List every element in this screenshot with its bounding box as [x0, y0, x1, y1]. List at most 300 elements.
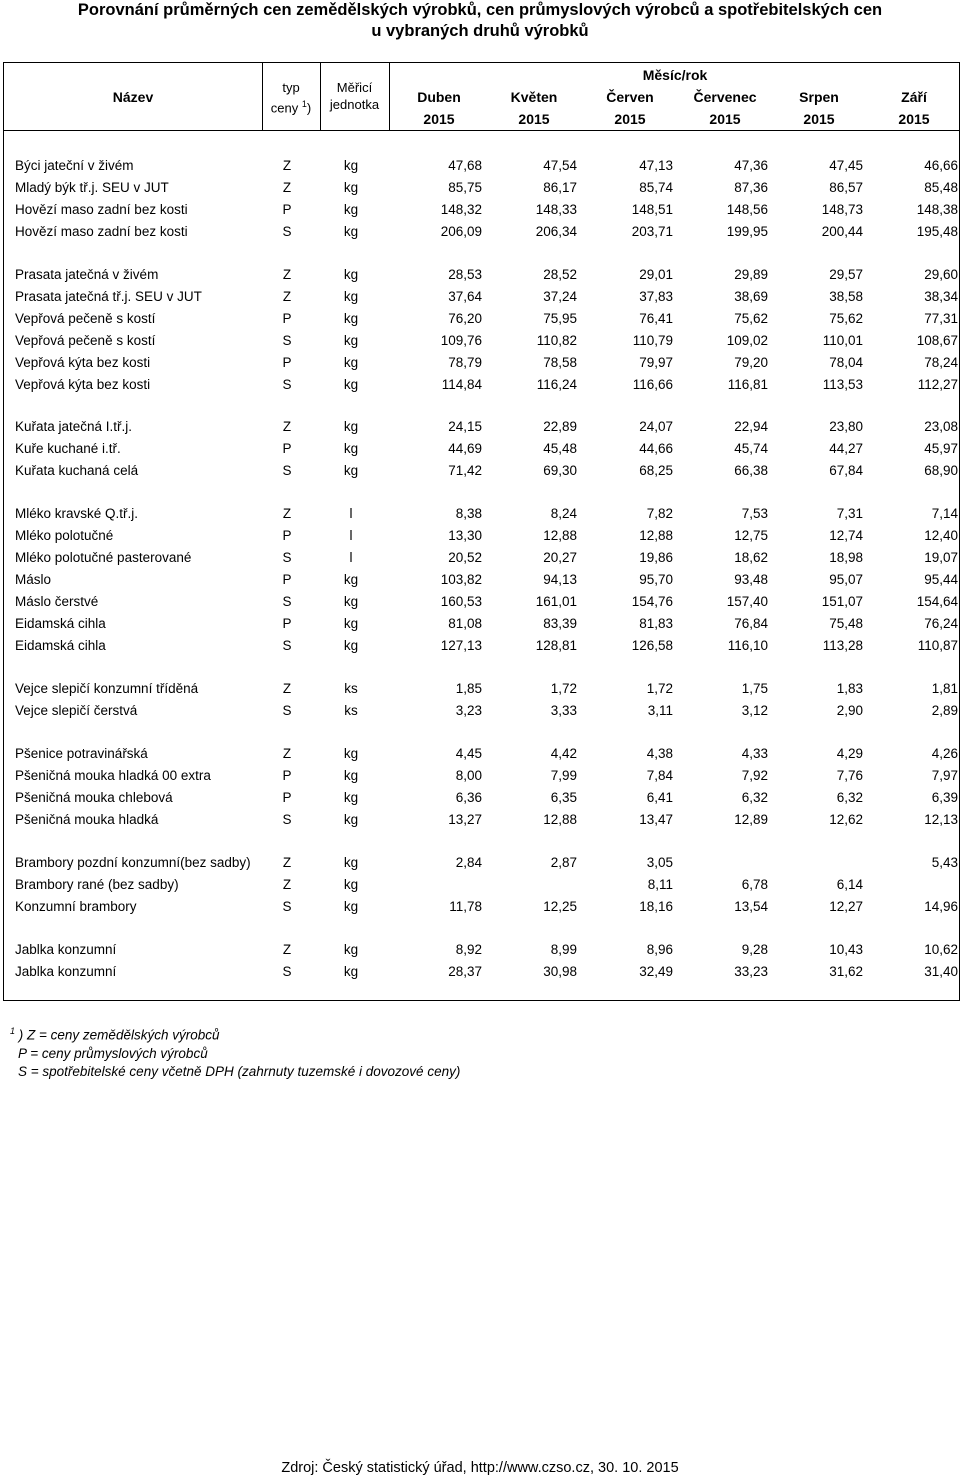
- row-value: 76,41: [639, 311, 673, 326]
- row-name: Býci jateční v živém: [15, 158, 134, 173]
- row-value: 78,58: [543, 355, 577, 370]
- header-month: Červen: [606, 89, 654, 105]
- row-value: 14,96: [924, 899, 958, 914]
- row-price-type: S: [282, 550, 292, 565]
- row-value: 13,47: [639, 812, 673, 827]
- row-value: 28,37: [448, 964, 482, 979]
- row-price-type: S: [282, 899, 292, 914]
- row-value: 37,64: [448, 289, 482, 304]
- row-value: 95,07: [829, 572, 863, 587]
- row-value: 8,96: [646, 942, 673, 957]
- header-name: Název: [112, 89, 154, 105]
- row-unit: kg: [343, 638, 359, 653]
- row-value: 76,20: [448, 311, 482, 326]
- row-name: Eidamská cihla: [15, 638, 106, 653]
- title-line-2: u vybraných druhů výrobků: [371, 22, 589, 40]
- row-value: 95,70: [639, 572, 673, 587]
- row-value: 7,31: [836, 506, 863, 521]
- row-price-type: P: [282, 616, 292, 631]
- table-row: [4, 155, 960, 176]
- row-value: 3,12: [741, 703, 768, 718]
- row-value: 2,89: [931, 703, 958, 718]
- row-unit: kg: [343, 355, 359, 370]
- table-row: [4, 330, 960, 351]
- row-unit: kg: [343, 942, 359, 957]
- header-typ-line2: ceny $^1$): [270, 99, 312, 116]
- row-unit: kg: [343, 855, 359, 870]
- row-value: 200,44: [821, 224, 863, 239]
- row-value: 46,66: [924, 158, 958, 173]
- row-value: 44,69: [448, 441, 482, 456]
- table-row: [4, 635, 960, 656]
- table-row: [4, 308, 960, 329]
- row-value: 29,89: [734, 267, 768, 282]
- row-value: 4,26: [931, 746, 958, 761]
- table-row: [4, 503, 960, 524]
- row-value: 195,48: [916, 224, 958, 239]
- row-value: 10,62: [924, 942, 958, 957]
- row-price-type: S: [282, 463, 292, 478]
- row-price-type: Z: [282, 877, 292, 892]
- row-value: 31,40: [924, 964, 958, 979]
- row-value: 148,32: [440, 202, 482, 217]
- row-value: 76,84: [734, 616, 768, 631]
- header-month-group: Měsíc/rok: [642, 67, 708, 83]
- header-bottom-border: [4, 130, 959, 131]
- row-value: 44,66: [639, 441, 673, 456]
- row-value: 18,16: [639, 899, 673, 914]
- row-value: 12,89: [734, 812, 768, 827]
- row-value: 154,64: [916, 594, 958, 609]
- row-price-type: Z: [282, 180, 292, 195]
- row-value: 8,99: [550, 942, 577, 957]
- row-value: 18,98: [829, 550, 863, 565]
- row-name: Mléko polotučné pasterované: [15, 550, 192, 565]
- row-value: 6,32: [741, 790, 768, 805]
- row-value: 45,48: [543, 441, 577, 456]
- row-unit: l: [349, 528, 353, 543]
- row-value: 3,05: [646, 855, 673, 870]
- row-value: 7,76: [836, 768, 863, 783]
- row-value: 75,48: [829, 616, 863, 631]
- row-value: 6,41: [646, 790, 673, 805]
- row-value: 75,95: [543, 311, 577, 326]
- row-unit: kg: [343, 594, 359, 609]
- header-year: 2015: [898, 111, 930, 127]
- source-note: Zdroj: Český statistický úřad, http://www.czso.cz, 30. 10. 2015: [281, 1460, 679, 1476]
- row-price-type: S: [282, 964, 292, 979]
- row-price-type: S: [282, 703, 292, 718]
- row-value: 38,69: [734, 289, 768, 304]
- row-value: 8,38: [455, 506, 482, 521]
- row-value: 154,76: [631, 594, 673, 609]
- row-value: 148,51: [631, 202, 673, 217]
- row-name: Vepřová kýta bez kosti: [15, 377, 151, 392]
- row-price-type: S: [282, 638, 292, 653]
- row-unit: kg: [343, 572, 359, 587]
- row-value: 13,54: [734, 899, 768, 914]
- row-name: Kuře kuchané i.tř.: [15, 441, 121, 456]
- row-unit: kg: [343, 441, 359, 456]
- header-unit-line1: Měřicí: [336, 80, 373, 95]
- table-row: [4, 438, 960, 459]
- row-value: 75,62: [734, 311, 768, 326]
- row-value: 12,88: [543, 812, 577, 827]
- row-value: 22,94: [734, 419, 768, 434]
- row-name: Máslo čerstvé: [15, 594, 99, 609]
- row-value: 160,53: [440, 594, 482, 609]
- row-value: 4,42: [550, 746, 577, 761]
- header-year: 2015: [518, 111, 550, 127]
- row-value: 8,24: [550, 506, 577, 521]
- row-value: 12,75: [734, 528, 768, 543]
- row-value: 2,90: [836, 703, 863, 718]
- row-value: 110,87: [917, 638, 958, 653]
- row-value: 6,14: [836, 877, 863, 892]
- header-typ-line1: typ: [282, 80, 300, 95]
- header-month: Květen: [510, 89, 558, 105]
- row-value: 12,27: [829, 899, 863, 914]
- row-value: 116,66: [632, 377, 673, 392]
- row-value: 12,74: [829, 528, 863, 543]
- row-value: 24,07: [639, 419, 673, 434]
- header-unit: [320, 79, 389, 113]
- row-value: 68,90: [924, 463, 958, 478]
- row-unit: kg: [343, 790, 359, 805]
- row-value: 45,97: [924, 441, 958, 456]
- row-name: Pšeničná mouka hladká: [15, 812, 159, 827]
- row-name: Pšenice potravinářská: [15, 746, 148, 761]
- row-name: Prasata jatečná v živém: [15, 267, 159, 282]
- header-year: 2015: [423, 111, 455, 127]
- row-value: 1,72: [646, 681, 673, 696]
- row-price-type: S: [282, 377, 292, 392]
- row-value: 78,79: [448, 355, 482, 370]
- table-row: [4, 177, 960, 198]
- row-price-type: Z: [282, 158, 292, 173]
- row-value: 68,25: [639, 463, 673, 478]
- row-value: 148,33: [535, 202, 577, 217]
- row-value: 2,87: [550, 855, 577, 870]
- row-value: 47,36: [734, 158, 768, 173]
- row-unit: kg: [343, 333, 359, 348]
- row-name: Vepřová pečeně s kostí: [15, 333, 156, 348]
- row-price-type: S: [282, 224, 292, 239]
- row-price-type: S: [282, 333, 292, 348]
- footnote-line-3: S = spotřebitelské ceny včetně DPH (zahrnuty tuzemské i dovozové ceny): [18, 1063, 461, 1079]
- table-row: [4, 525, 960, 546]
- row-value: 79,97: [639, 355, 673, 370]
- row-unit: kg: [343, 289, 359, 304]
- row-value: 87,36: [734, 180, 768, 195]
- footnote-sup: 1: [10, 1026, 16, 1036]
- row-unit: ks: [344, 703, 358, 718]
- row-value: 3,33: [550, 703, 577, 718]
- row-value: 7,97: [931, 768, 958, 783]
- row-value: 29,60: [924, 267, 958, 282]
- table-row: [4, 460, 960, 481]
- table-row: [4, 569, 960, 590]
- row-value: 95,44: [924, 572, 958, 587]
- row-value: 12,13: [924, 812, 958, 827]
- row-name: Brambory rané (bez sadby): [15, 877, 179, 892]
- row-value: 86,57: [829, 180, 863, 195]
- footnote-line-2: P = ceny průmyslových výrobců: [18, 1045, 208, 1061]
- row-unit: kg: [343, 180, 359, 195]
- row-value: 12,88: [639, 528, 673, 543]
- row-name: Vepřová pečeně s kostí: [15, 311, 156, 326]
- row-value: 94,13: [543, 572, 577, 587]
- row-value: 13,27: [448, 812, 482, 827]
- row-value: 7,14: [931, 506, 958, 521]
- row-value: 23,08: [924, 419, 958, 434]
- table-row: [4, 591, 960, 612]
- table-row: [4, 961, 960, 982]
- row-value: 76,24: [924, 616, 958, 631]
- row-value: 1,72: [550, 681, 577, 696]
- row-value: 6,35: [550, 790, 577, 805]
- row-value: 20,52: [448, 550, 482, 565]
- table-row: [4, 286, 960, 307]
- row-unit: l: [349, 506, 353, 521]
- header-month: Září: [901, 89, 927, 105]
- row-name: Brambory pozdní konzumní(bez sadby): [15, 855, 251, 870]
- row-name: Vejce slepičí čerstvá: [15, 703, 138, 718]
- row-value: 127,13: [440, 638, 482, 653]
- row-value: 69,30: [543, 463, 577, 478]
- row-value: 24,15: [448, 419, 482, 434]
- row-name: Máslo: [15, 572, 52, 587]
- row-value: 148,56: [726, 202, 768, 217]
- table-row: [4, 352, 960, 373]
- row-name: Hovězí maso zadní bez kosti: [15, 202, 188, 217]
- row-value: 10,43: [829, 942, 863, 957]
- row-value: 151,07: [821, 594, 863, 609]
- header-year: 2015: [803, 111, 835, 127]
- row-value: 85,48: [924, 180, 958, 195]
- row-value: 116,24: [536, 377, 577, 392]
- row-value: 148,73: [821, 202, 863, 217]
- row-price-type: P: [282, 355, 292, 370]
- table-row: [4, 743, 960, 764]
- row-value: 85,74: [639, 180, 673, 195]
- row-value: 113,53: [822, 377, 863, 392]
- row-price-type: P: [282, 202, 292, 217]
- row-value: 29,01: [639, 267, 673, 282]
- row-unit: kg: [343, 768, 359, 783]
- row-name: Pšeničná mouka chlebová: [15, 790, 173, 805]
- row-value: 114,84: [441, 377, 482, 392]
- row-value: 110,79: [632, 333, 673, 348]
- row-value: 8,11: [647, 877, 673, 892]
- row-name: Kuřata jatečná I.tř.j.: [15, 419, 133, 434]
- row-value: 85,75: [448, 180, 482, 195]
- row-unit: kg: [343, 964, 359, 979]
- row-price-type: P: [282, 441, 292, 456]
- row-unit: kg: [343, 463, 359, 478]
- row-value: 12,25: [543, 899, 577, 914]
- row-value: 33,23: [734, 964, 768, 979]
- row-name: Eidamská cihla: [15, 616, 106, 631]
- row-value: 78,24: [924, 355, 958, 370]
- row-price-type: Z: [282, 419, 292, 434]
- table-row: [4, 787, 960, 808]
- row-value: 126,58: [631, 638, 673, 653]
- footnote-z: ) Z = ceny zemědělských výrobců: [18, 1027, 220, 1043]
- row-value: 12,62: [829, 812, 863, 827]
- row-unit: kg: [343, 377, 359, 392]
- header-month: Duben: [417, 89, 461, 105]
- row-value: 1,85: [455, 681, 482, 696]
- row-value: 19,86: [639, 550, 673, 565]
- row-value: 206,09: [440, 224, 482, 239]
- row-name: Mléko polotučné: [15, 528, 114, 543]
- row-price-type: Z: [282, 855, 292, 870]
- table-row: [4, 613, 960, 634]
- row-price-type: Z: [282, 289, 292, 304]
- price-table: [3, 62, 960, 1001]
- row-value: 7,92: [741, 768, 768, 783]
- row-value: 103,82: [440, 572, 482, 587]
- row-value: 116,10: [727, 638, 768, 653]
- row-value: 116,81: [727, 377, 768, 392]
- row-value: 9,28: [741, 942, 768, 957]
- row-value: 7,99: [550, 768, 577, 783]
- table-row: [4, 416, 960, 437]
- row-value: 109,76: [440, 333, 482, 348]
- row-value: 13,30: [448, 528, 482, 543]
- row-value: 6,39: [931, 790, 958, 805]
- row-value: 75,62: [829, 311, 863, 326]
- row-value: 5,43: [931, 855, 958, 870]
- row-name: Hovězí maso zadní bez kosti: [15, 224, 188, 239]
- row-price-type: S: [282, 594, 292, 609]
- row-value: 79,20: [734, 355, 768, 370]
- row-value: 66,38: [734, 463, 768, 478]
- row-name: Mléko kravské Q.tř.j.: [15, 506, 139, 521]
- row-price-type: P: [282, 528, 292, 543]
- row-value: 2,84: [455, 855, 482, 870]
- row-unit: l: [349, 550, 353, 565]
- row-unit: kg: [343, 267, 359, 282]
- row-value: 37,24: [543, 289, 577, 304]
- header-year: 2015: [614, 111, 646, 127]
- row-value: 6,78: [741, 877, 768, 892]
- row-value: 157,40: [726, 594, 768, 609]
- row-value: 8,92: [455, 942, 482, 957]
- row-value: 11,78: [449, 899, 482, 914]
- table-row: [4, 874, 960, 895]
- row-unit: kg: [343, 202, 359, 217]
- row-price-type: P: [282, 572, 292, 587]
- row-value: 6,32: [836, 790, 863, 805]
- table-row: [4, 809, 960, 830]
- row-name: Jablka konzumní: [15, 964, 117, 979]
- row-value: 19,07: [924, 550, 958, 565]
- row-price-type: S: [282, 812, 292, 827]
- row-value: 81,08: [448, 616, 482, 631]
- row-value: 29,57: [829, 267, 863, 282]
- row-name: Konzumní brambory: [15, 899, 137, 914]
- table-row: [4, 374, 960, 395]
- row-value: 1,75: [741, 681, 768, 696]
- title-line-1: Porovnání průměrných cen zemědělských výrobků, cen průmyslových výrobců a spotřebitelských cen: [77, 1, 883, 19]
- row-value: 206,34: [535, 224, 577, 239]
- row-value: 4,29: [836, 746, 863, 761]
- row-value: 38,58: [829, 289, 863, 304]
- header-typ: [262, 79, 320, 116]
- row-value: 108,67: [916, 333, 958, 348]
- row-name: Jablka konzumní: [15, 942, 117, 957]
- row-unit: kg: [343, 419, 359, 434]
- row-name: Vejce slepičí konzumní tříděná: [15, 681, 199, 696]
- row-name: Pšeničná mouka hladká 00 extra: [15, 768, 211, 783]
- table-row: [4, 896, 960, 917]
- row-value: 203,71: [631, 224, 673, 239]
- header-year: 2015: [709, 111, 741, 127]
- row-value: 4,38: [646, 746, 673, 761]
- row-value: 71,42: [448, 463, 482, 478]
- row-value: 28,53: [448, 267, 482, 282]
- row-value: 30,98: [543, 964, 577, 979]
- row-unit: ks: [344, 681, 358, 696]
- header-unit-line2: jednotka: [329, 97, 380, 112]
- row-value: 20,27: [543, 550, 577, 565]
- row-value: 67,84: [829, 463, 863, 478]
- row-value: 78,04: [829, 355, 863, 370]
- row-value: 23,80: [829, 419, 863, 434]
- page-title: [0, 0, 960, 42]
- row-value: 83,39: [543, 616, 577, 631]
- row-value: 199,95: [726, 224, 768, 239]
- row-value: 12,88: [543, 528, 577, 543]
- row-unit: kg: [343, 224, 359, 239]
- table-row: [4, 199, 960, 220]
- row-value: 86,17: [543, 180, 577, 195]
- row-unit: kg: [343, 616, 359, 631]
- header-typ-sup: 1: [301, 99, 307, 109]
- row-name: Prasata jatečná tř.j. SEU v JUT: [15, 289, 202, 304]
- footnote: [10, 1022, 460, 1081]
- row-value: 4,45: [455, 746, 482, 761]
- row-value: 6,36: [455, 790, 482, 805]
- row-value: 113,28: [822, 638, 863, 653]
- row-value: 110,01: [822, 333, 863, 348]
- table-row: [4, 547, 960, 568]
- row-name: Vepřová kýta bez kosti: [15, 355, 151, 370]
- row-name: Mladý býk tř.j. SEU v JUT: [15, 180, 169, 195]
- row-value: 77,31: [924, 311, 958, 326]
- row-price-type: P: [282, 768, 292, 783]
- row-value: 47,13: [639, 158, 673, 173]
- row-value: 148,38: [916, 202, 958, 217]
- row-value: 110,82: [536, 333, 577, 348]
- row-price-type: Z: [282, 942, 292, 957]
- row-value: 93,48: [734, 572, 768, 587]
- row-value: 112,27: [917, 377, 958, 392]
- row-value: 81,83: [639, 616, 673, 631]
- row-value: 28,52: [543, 267, 577, 282]
- row-value: 45,74: [734, 441, 768, 456]
- row-value: 47,68: [448, 158, 482, 173]
- row-value: 12,40: [924, 528, 958, 543]
- row-value: 4,33: [741, 746, 768, 761]
- table-row: [4, 264, 960, 285]
- row-unit: kg: [343, 158, 359, 173]
- row-value: 31,62: [829, 964, 863, 979]
- row-value: 1,83: [836, 681, 863, 696]
- table-row: [4, 852, 960, 873]
